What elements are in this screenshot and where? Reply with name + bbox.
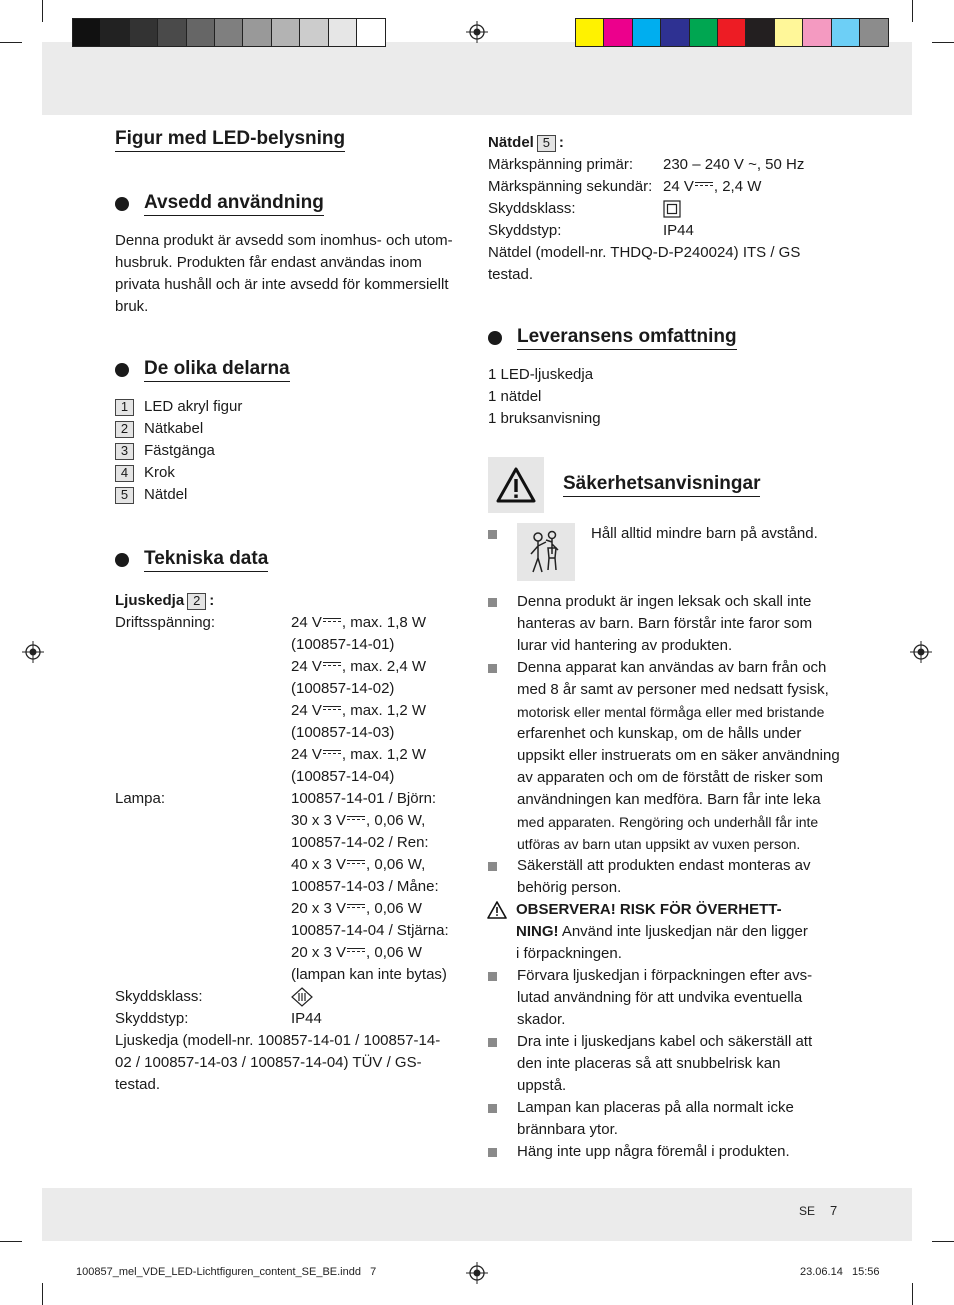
list-item: Denna apparat kan användas av barn från och med 8 år samt av personer med nedsatt fysisk, motorisk eller mental förmåga eller med bristande erfarenhet och kunskap, om de hålls under uppsikt eller instruerats om en säker användning av apparaten och om de förstått de risker som användningen kan medföra. Barn får inte leka med apparaten. Rengöring och underhåll får inte utföras av barn utan uppsikt av vuxen person. [488,657,843,855]
adapter-subheading: Nätdel 5 : [488,134,564,151]
bullet-icon [115,553,129,567]
list-item: 3 Fästgänga [115,440,465,462]
grayscale-swatch [300,19,328,46]
process-color-bar [575,18,889,47]
list-item: Dra inte i ljuskedjans kabel och säkerställ att den inte placeras så att snubbelrisk kan uppstå. [488,1031,843,1097]
section-heading-safety: Säkerhetsanvisningar [563,473,760,497]
grayscale-swatch [130,19,158,46]
grayscale-swatch [101,19,129,46]
process-swatch [718,19,746,46]
overheat-warning: OBSERVERA! RISK FÖR ÖVERHETT- NING! Använd inte ljuskedjan när den ligger i förpackningen. [488,899,843,965]
list-item: 1 LED akryl figur [115,396,465,418]
square-bullet-icon [488,862,497,871]
lamp-spec: Lampa: 100857-14-01 / Björn: 30 x 3 V , 0,06 W, 100857-14-02 / Ren: 40 x 3 V , 0,06 W, 100857-14-03 / Måne: 20 x 3 V , 0,06 W 100857-14-04 / Stjärna: 20 x 3 V , 0,06 W (lampan kan inte bytas) [115,790,449,983]
tech-data [115,590,465,1096]
process-swatch [803,19,831,46]
footer-filename: 100857_mel_VDE_LED-Lichtfiguren_content_SE_BE.indd 7 [76,1266,377,1278]
parts-list [115,396,465,506]
process-swatch [633,19,661,46]
list-item: 4 Krok [115,462,465,484]
section-heading-intended-use: Avsedd användning [115,192,465,216]
list-item: Förvara ljuskedjan i förpackningen efter avs- lutad användning för att undvika eventuella skador. [488,965,843,1031]
chain-certification: Ljuskedja (modell-nr. 100857-14-01 / 100857-14- 02 / 100857-14-03 / 100857-14-04) TÜV / GS- testad. [115,1032,441,1093]
section-heading-tech: Tekniska data [115,548,465,572]
page-title: Figur med LED-belysning [115,128,345,152]
protection-type: Skyddstyp: IP44 [115,1010,322,1027]
dc-symbol-icon [347,904,365,911]
grayscale-swatch [215,19,243,46]
bullet-icon [488,331,502,345]
process-swatch [604,19,632,46]
process-swatch [746,19,774,46]
page-number: 7 [830,1203,838,1218]
warning-triangle-icon [487,899,509,965]
square-bullet-icon [488,1148,497,1157]
process-swatch [576,19,604,46]
bullet-icon [115,363,129,377]
intended-use-text: Denna produkt är avsedd som inomhus- och utom- husbruk. Produkten får endast användas inom privata hushåll och är inte avsedd för kommersiellt bruk. [115,232,453,315]
adapter-specs: Märkspänning primär: 230 – 240 V ~, 50 Hz Märkspänning sekundär: 24 V , 2,4 W Skyddsklass: Skyddstyp: IP44 Nätdel (modell-nr. THDQ-D-P240024) ITS / GS testad. [488,156,805,283]
list-item: Säkerställ att produkten endast monteras av behörig person. [488,855,843,899]
bullet-icon [115,197,129,211]
warning-triangle-icon [488,457,544,513]
process-swatch [775,19,803,46]
right-column [488,132,843,1163]
safety-heading-row [488,457,843,513]
grayscale-swatch [272,19,300,46]
protection-class-iii-icon [291,987,313,1007]
process-swatch [690,19,718,46]
dc-symbol-icon [323,662,341,669]
process-swatch [860,19,888,46]
square-bullet-icon [488,598,497,607]
safety-list [488,591,843,1163]
dc-symbol-icon [347,860,365,867]
grayscale-swatch [73,19,101,46]
delivery-list [488,364,843,430]
grayscale-swatch [357,19,385,46]
grayscale-color-bar [72,18,386,47]
registration-mark-icon [466,21,488,43]
grayscale-swatch [329,19,357,46]
section-heading-delivery: Leveransens omfattning [488,326,843,350]
dc-symbol-icon [347,948,365,955]
header-band [42,42,912,115]
child-warning-icon [517,523,575,581]
dc-symbol-icon [323,618,341,625]
square-bullet-icon [488,1038,497,1047]
list-item: Häng inte upp några föremål i produkten. [488,1141,843,1163]
registration-mark-icon [22,641,44,663]
operating-voltage: Driftsspänning: 24 V , max. 1,8 W (100857-14-01) 24 V , max. 2,4 W (100857-14-02) 24 V , max. 1,2 W (100857-14-03) 24 V , max. 1,2 W (100857-14-04) [115,614,427,785]
registration-mark-icon [466,1262,488,1284]
list-item: 2 Nätkabel [115,418,465,440]
section-heading-parts: De olika delarna [115,358,465,382]
chain-subheading: Ljuskedja 2 : [115,592,215,609]
dc-symbol-icon [323,750,341,757]
protection-class-ii-icon [663,200,681,218]
process-swatch [832,19,860,46]
square-bullet-icon [488,1104,497,1113]
list-item: 1 nätdel [488,388,542,405]
list-item: 1 LED-ljuskedja [488,366,594,383]
list-item: Denna produkt är ingen leksak och skall inte hanteras av barn. Barn förstår inte faror som lurar vid hantering av produkten. [488,591,843,657]
grayscale-swatch [158,19,186,46]
list-item: 1 bruksanvisning [488,410,601,427]
left-column [115,128,465,1096]
registration-mark-icon [910,641,932,663]
dc-symbol-icon [323,706,341,713]
list-item: 5 Nätdel [115,484,465,506]
dc-symbol-icon [695,182,713,189]
grayscale-swatch [187,19,215,46]
dc-symbol-icon [347,816,365,823]
footer-date: 23.06.14 15:56 [800,1266,880,1278]
grayscale-swatch [243,19,271,46]
list-item: Lampan kan placeras på alla normalt icke brännbara ytor. [488,1097,843,1141]
square-bullet-icon [488,664,497,673]
child-note-row: Håll alltid mindre barn på avstånd. [488,523,843,581]
square-bullet-icon [488,972,497,981]
protection-class: Skyddsklass: [115,986,465,1008]
footer-band [42,1188,912,1241]
footer-language: SE [799,1204,816,1218]
process-swatch [661,19,689,46]
